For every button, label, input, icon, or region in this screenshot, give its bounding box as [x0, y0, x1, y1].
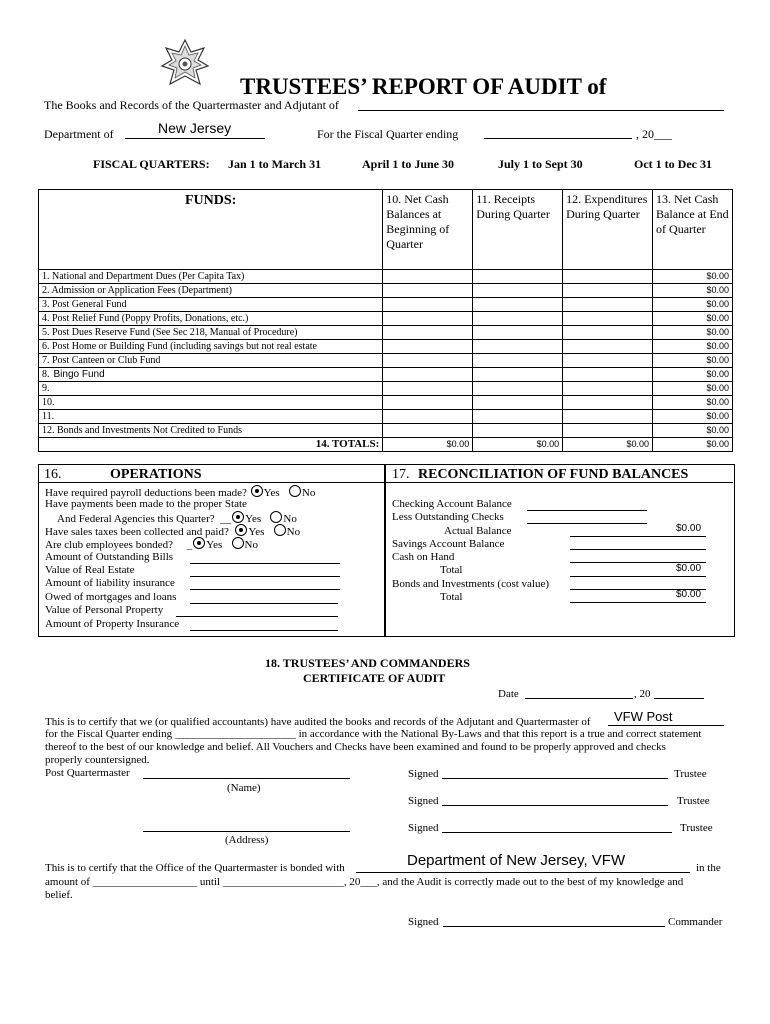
trustee-signature-2[interactable]	[442, 805, 668, 806]
outstanding-bills-label: Amount of Outstanding Bills	[45, 551, 174, 563]
fund-cell-col13[interactable]: $0.00	[653, 410, 733, 424]
fund-cell-col12[interactable]	[563, 368, 653, 382]
fund-cell-col13[interactable]: $0.00	[653, 368, 733, 382]
checking-field[interactable]	[527, 510, 647, 511]
question-payments-text: And Federal Agencies this Quarter?	[57, 513, 215, 525]
certify-line-3: thereof to the best of our knowledge and belief. All Vouchers and Checks have been examined and found to be properly approved and checks	[45, 741, 666, 753]
trustee-label-1: Trustee	[674, 768, 707, 780]
quarter-4: Oct 1 to Dec 31	[634, 157, 712, 171]
fund-row-label	[39, 298, 383, 312]
operations-number: 16.	[44, 467, 62, 482]
col10-header: 10. Net Cash Balances at Beginning of Quarter	[383, 190, 473, 270]
real-estate-field[interactable]	[190, 576, 340, 577]
fiscal-quarter-label: For the Fiscal Quarter ending	[317, 127, 459, 141]
bonded-with-field[interactable]: Department of New Jersey, VFW	[407, 852, 626, 869]
fund-cell-col12[interactable]	[563, 298, 653, 312]
fund-row	[39, 340, 733, 354]
fund-cell-col10[interactable]	[383, 354, 473, 368]
col12-header: 12. Expenditures During Quarter	[563, 190, 653, 270]
fund-cell-col10[interactable]	[383, 396, 473, 410]
fund-cell-col11[interactable]	[473, 396, 563, 410]
fund-cell-col13[interactable]: $0.00	[653, 326, 733, 340]
fund-cell-col10[interactable]	[383, 410, 473, 424]
payroll-yes-label: Yes	[263, 487, 280, 499]
savings-label: Savings Account Balance	[392, 538, 505, 550]
fund-row-label-text: 1. National and Department Dues (Per Capita Tax)	[42, 271, 245, 282]
date-label: Date	[498, 688, 519, 700]
personal-property-field[interactable]	[176, 616, 338, 617]
fiscal-year-field[interactable]: , 20___	[636, 127, 672, 141]
fund-cell-col12[interactable]	[563, 326, 653, 340]
fund-row	[39, 326, 733, 340]
books-field[interactable]	[358, 110, 724, 111]
question-bonded-text: Are club employees bonded?	[45, 539, 173, 551]
payroll-no-label: No	[301, 487, 316, 499]
fund-row-fill-value[interactable]: Bingo Fund	[53, 369, 105, 380]
fund-row-label	[39, 410, 383, 424]
fund-row-label-text: 3. Post General Fund	[42, 299, 127, 310]
bonded-no-radio[interactable]	[232, 537, 244, 549]
fund-cell-col10[interactable]	[383, 326, 473, 340]
post-quartermaster-field[interactable]	[143, 778, 350, 779]
fund-row-label-text: 6. Post Home or Building Fund (including savings but not real estate	[42, 341, 317, 352]
question-payments: And Federal Agencies this Quarter? __ Yes No	[57, 513, 297, 525]
fund-cell-col13[interactable]: $0.00	[653, 340, 733, 354]
question-payments-a: Have payments been made to the proper State	[45, 498, 247, 510]
question-sales-tax-text: Have sales taxes been collected and paid?	[45, 526, 229, 538]
payments-yes-label: Yes	[245, 513, 262, 525]
payments-yes-radio[interactable]	[232, 511, 244, 523]
trustee-label-2: Trustee	[677, 795, 710, 807]
personal-property-label: Value of Personal Property	[45, 604, 164, 616]
mortgages-label: Owed of mortgages and loans	[45, 591, 177, 603]
fund-cell-col10[interactable]	[383, 340, 473, 354]
fund-cell-col13[interactable]: $0.00	[653, 312, 733, 326]
fiscal-quarter-field[interactable]	[484, 138, 632, 139]
question-payroll	[45, 485, 315, 499]
address-field[interactable]	[143, 831, 350, 832]
fund-cell-col10[interactable]	[383, 270, 473, 284]
fund-cell-col12[interactable]	[563, 424, 653, 438]
total-col12[interactable]: $0.00	[563, 438, 653, 452]
fund-cell-col13[interactable]: $0.00	[653, 424, 733, 438]
fund-cell-col12[interactable]	[563, 382, 653, 396]
signed-label-commander: Signed	[408, 916, 439, 928]
fund-row	[39, 312, 733, 326]
reconciliation-number: 17.	[392, 467, 410, 482]
question-payroll-text: Have required payroll deductions been made?	[45, 487, 247, 499]
fund-row-label	[39, 312, 383, 326]
fund-cell-col11[interactable]	[473, 382, 563, 396]
name-label: (Name)	[227, 782, 261, 794]
payroll-yes-radio[interactable]	[251, 485, 263, 497]
funds-header-row	[39, 190, 733, 270]
property-insurance-label: Amount of Property Insurance	[45, 618, 180, 630]
fund-row	[39, 424, 733, 438]
fund-cell-col10[interactable]	[383, 424, 473, 438]
fund-cell-col11[interactable]	[473, 326, 563, 340]
total2-value[interactable]: $0.00	[676, 589, 702, 600]
operations-heading: OPERATIONS	[110, 467, 202, 482]
fund-row-label	[39, 340, 383, 354]
totals-label: 14. TOTALS:	[39, 438, 383, 452]
col11-header: 11. Receipts During Quarter	[473, 190, 563, 270]
fund-row-label	[39, 424, 383, 438]
fund-cell-col12[interactable]	[563, 396, 653, 410]
fund-row-label-text: 9.	[42, 383, 50, 394]
commander-signature[interactable]	[443, 926, 665, 927]
date-field[interactable]	[525, 698, 633, 699]
fund-cell-col11[interactable]	[473, 410, 563, 424]
real-estate-label: Value of Real Estate	[45, 564, 135, 576]
fund-row	[39, 270, 733, 284]
signed-label-1: Signed	[408, 768, 439, 780]
fund-cell-col13[interactable]: $0.00	[653, 354, 733, 368]
fund-row-label	[39, 284, 383, 298]
liability-insurance-field[interactable]	[190, 589, 340, 590]
certificate-title-2: CERTIFICATE OF AUDIT	[303, 671, 446, 685]
fiscal-quarters-label: FISCAL QUARTERS:	[93, 157, 210, 171]
bonded-no-label: No	[244, 539, 258, 551]
quarter-1: Jan 1 to March 31	[228, 157, 322, 171]
fund-row	[39, 284, 733, 298]
books-label: The Books and Records of the Quartermaster and Adjutant of	[44, 98, 339, 112]
question-bonded: Are club employees bonded? _ Yes No	[45, 539, 258, 551]
reconciliation-heading: RECONCILIATION OF FUND BALANCES	[418, 467, 689, 482]
fund-row-label	[39, 354, 383, 368]
mortgages-field[interactable]	[190, 603, 338, 604]
payroll-no-radio[interactable]	[289, 485, 301, 497]
bonded-yes-radio[interactable]	[193, 537, 205, 549]
total-col11[interactable]: $0.00	[473, 438, 563, 452]
post-field[interactable]: VFW Post	[614, 709, 673, 724]
total-col10[interactable]: $0.00	[383, 438, 473, 452]
fund-cell-col12[interactable]	[563, 270, 653, 284]
commander-label: Commander	[668, 916, 723, 928]
fund-cell-col10[interactable]	[383, 368, 473, 382]
trustee-signature-1[interactable]	[442, 778, 668, 779]
bonded-line-2: amount of ___________________ until ______________________, 20___, and the Audit is correctly made out to the best of my knowledge and	[45, 876, 684, 888]
trustee-signature-3[interactable]	[442, 832, 672, 833]
outstanding-field[interactable]	[527, 523, 647, 524]
liability-insurance-label: Amount of liability insurance	[45, 577, 175, 589]
fund-cell-col11[interactable]	[473, 354, 563, 368]
fund-cell-col11[interactable]	[473, 270, 563, 284]
fund-row	[39, 298, 733, 312]
fund-cell-col13[interactable]: $0.00	[653, 298, 733, 312]
funds-heading: FUNDS:	[39, 190, 383, 270]
fund-row-label	[39, 270, 383, 284]
property-insurance-field[interactable]	[190, 630, 338, 631]
address-label: (Address)	[225, 834, 269, 846]
checking-label: Checking Account Balance	[392, 498, 512, 510]
fund-cell-col13[interactable]: $0.00	[653, 396, 733, 410]
question-sales-tax	[45, 524, 300, 538]
trustee-label-3: Trustee	[680, 822, 713, 834]
fund-row	[39, 354, 733, 368]
fund-cell-col12[interactable]	[563, 354, 653, 368]
fund-row-label	[39, 396, 383, 410]
outstanding-label: Less Outstanding Checks	[392, 511, 504, 523]
fund-row-label-text: 2. Admission or Application Fees (Department)	[42, 285, 232, 296]
signed-label-3: Signed	[408, 822, 439, 834]
payments-no-radio[interactable]	[270, 511, 282, 523]
fund-cell-col13[interactable]: $0.00	[653, 270, 733, 284]
total2-label: Total	[440, 591, 463, 603]
bonded-line-3: belief.	[45, 889, 73, 901]
fund-row-label-text: 11.	[42, 411, 55, 422]
sales-tax-no-label: No	[286, 526, 301, 538]
certify-line-1: This is to certify that we (or qualified accountants) have audited the books and records of the Adjutant and Quartermaster of	[45, 716, 591, 728]
savings-field[interactable]	[570, 549, 706, 550]
fund-cell-col10[interactable]	[383, 298, 473, 312]
bonded-yes-label: Yes	[206, 539, 223, 551]
fund-cell-col11[interactable]	[473, 368, 563, 382]
vfw-emblem-icon	[160, 38, 210, 88]
totals-row	[39, 438, 733, 452]
outstanding-bills-field[interactable]	[190, 563, 340, 564]
fund-row-label	[39, 382, 383, 396]
fund-cell-col11[interactable]	[473, 312, 563, 326]
bonded-line-1: This is to certify that the Office of the Quartermaster is bonded with	[45, 862, 345, 874]
funds-table	[38, 189, 733, 452]
fund-row	[39, 368, 733, 382]
certify-line-4: properly countersigned.	[45, 754, 150, 766]
quarter-2: April 1 to June 30	[362, 157, 455, 171]
fund-cell-col13[interactable]: $0.00	[653, 382, 733, 396]
fund-cell-col12[interactable]	[563, 284, 653, 298]
sales-tax-yes-label: Yes	[248, 526, 265, 538]
bonds-label: Bonds and Investments (cost value)	[392, 578, 550, 590]
page-title: TRUSTEES’ REPORT OF AUDIT of	[240, 74, 607, 99]
certificate-title-1: 18. TRUSTEES’ AND COMMANDERS	[265, 656, 470, 670]
payments-no-label: No	[283, 513, 297, 525]
total1-value[interactable]: $0.00	[676, 563, 702, 574]
fund-row-label-text: 10.	[42, 397, 55, 408]
total-col13[interactable]: $0.00	[653, 438, 733, 452]
fund-cell-col12[interactable]	[563, 410, 653, 424]
fund-cell-col11[interactable]	[473, 298, 563, 312]
fund-cell-col13[interactable]: $0.00	[653, 284, 733, 298]
fund-cell-col10[interactable]	[383, 382, 473, 396]
fund-cell-col10[interactable]	[383, 312, 473, 326]
fund-row-label	[39, 326, 383, 340]
certify-line-2: for the Fiscal Quarter ending ______________________ in accordance with the National By-Laws and that this report is a true and correct statement	[45, 728, 702, 740]
department-label: Department of	[44, 127, 114, 141]
fund-row-label-text: 12. Bonds and Investments Not Credited to Funds	[42, 425, 242, 436]
actual-balance-label: Actual Balance	[444, 525, 512, 537]
fund-row-label-text: 7. Post Canteen or Club Fund	[42, 355, 161, 366]
post-quartermaster-label: Post Quartermaster	[45, 767, 130, 779]
fund-row-label	[39, 368, 383, 382]
fund-row	[39, 382, 733, 396]
col13-header: 13. Net Cash Balance at End of Quarter	[653, 190, 733, 270]
actual-balance-value[interactable]: $0.00	[676, 523, 702, 534]
fund-row	[39, 396, 733, 410]
sales-tax-no-radio[interactable]	[274, 524, 286, 536]
in-the-label: in the	[696, 862, 721, 874]
fund-cell-col10[interactable]	[383, 284, 473, 298]
date-year-field[interactable]	[654, 698, 704, 699]
fund-row-label-text: 5. Post Dues Reserve Fund (See Sec 218, Manual of Procedure)	[42, 327, 298, 338]
department-field[interactable]: New Jersey	[158, 120, 232, 136]
fund-cell-col12[interactable]	[563, 340, 653, 354]
sales-tax-yes-radio[interactable]	[235, 524, 247, 536]
fund-row	[39, 410, 733, 424]
fund-cell-col11[interactable]	[473, 424, 563, 438]
fund-cell-col12[interactable]	[563, 312, 653, 326]
fund-cell-col11[interactable]	[473, 340, 563, 354]
quarter-3: July 1 to Sept 30	[498, 157, 583, 171]
fund-row-label-text: 8.	[42, 369, 50, 380]
signed-label-2: Signed	[408, 795, 439, 807]
cash-label: Cash on Hand	[392, 551, 455, 563]
fund-row-label-text: 4. Post Relief Fund (Poppy Profits, Donations, etc.)	[42, 313, 249, 324]
fund-cell-col11[interactable]	[473, 284, 563, 298]
total1-label: Total	[440, 564, 463, 576]
date-year: , 20	[634, 688, 651, 700]
